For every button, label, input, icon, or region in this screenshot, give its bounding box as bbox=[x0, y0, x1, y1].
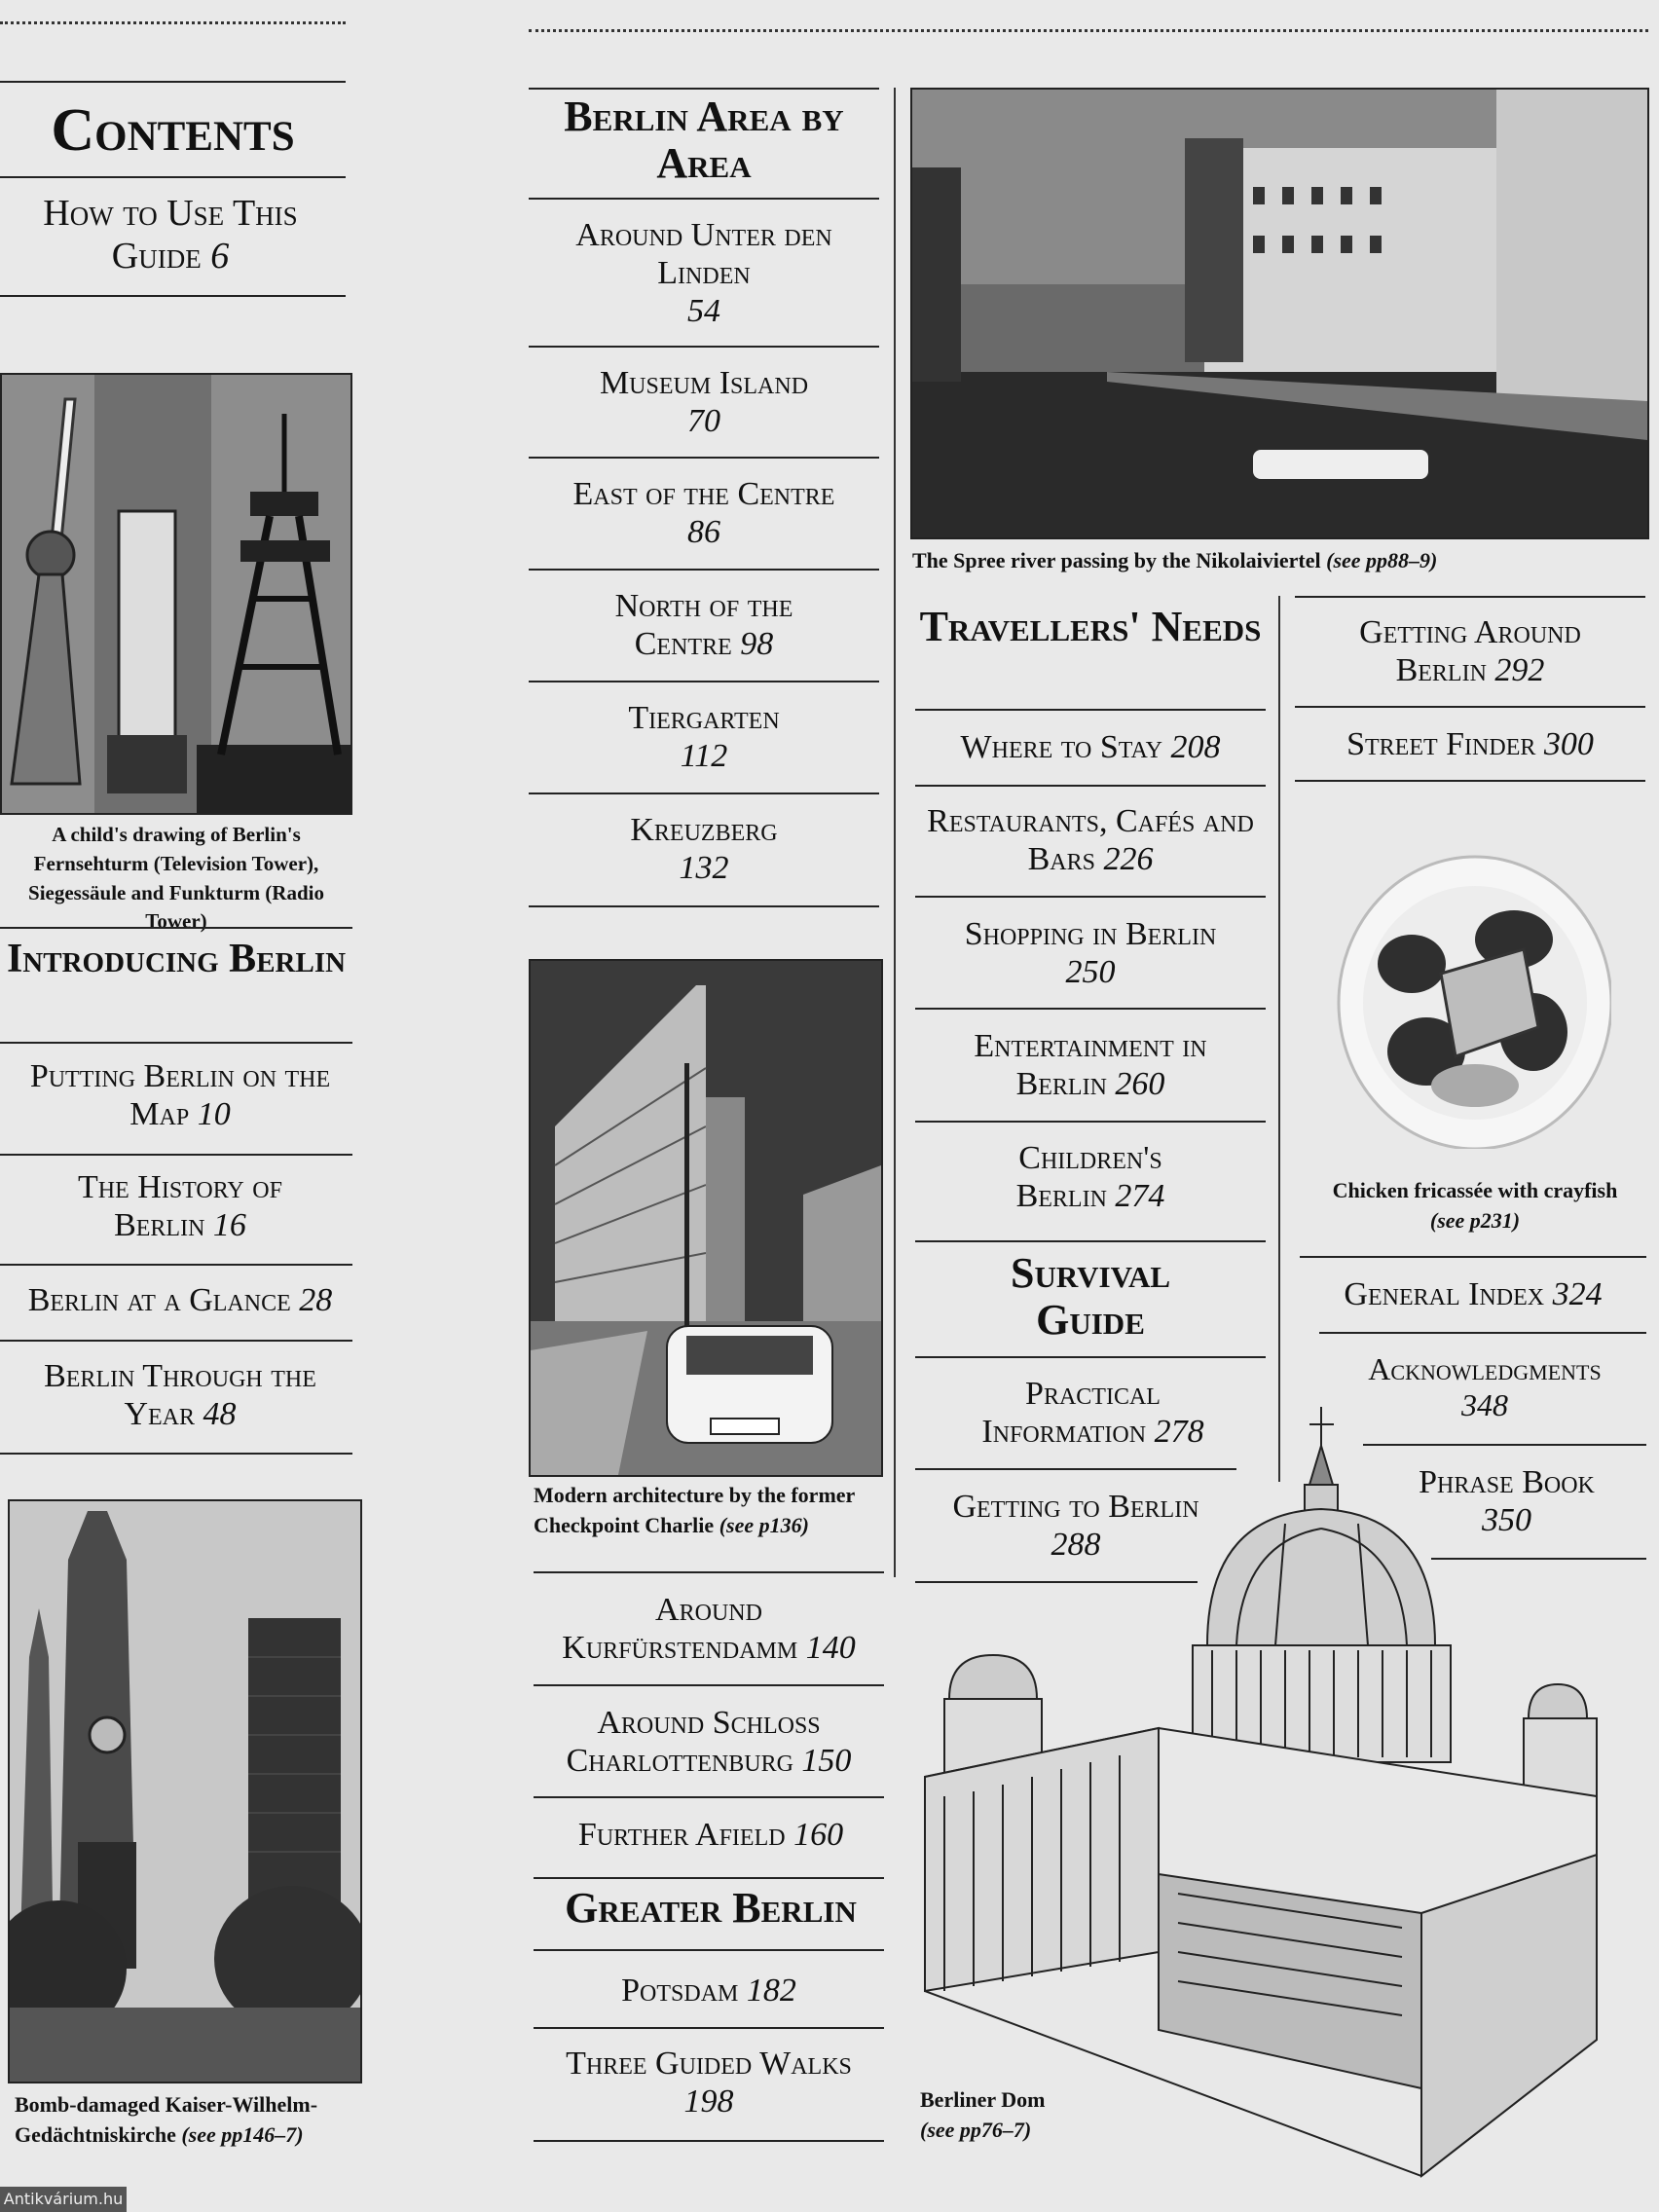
toc-item-east-of-centre[interactable] bbox=[535, 475, 872, 551]
church-caption bbox=[15, 2089, 365, 2150]
caption-text: Modern architecture by the former Checkpoint Charlie bbox=[534, 1483, 855, 1538]
toc-item-label: Berlin at a Glance bbox=[27, 1282, 291, 1318]
caption-line: Gedächtniskirche bbox=[15, 2122, 176, 2148]
toc-item-label: Restaurants, Cafés and Bars bbox=[927, 803, 1254, 878]
toc-item-label: Street Finder bbox=[1346, 726, 1536, 762]
toc-item-page: 198 bbox=[683, 2083, 734, 2120]
toc-item-unter-den-linden[interactable] bbox=[545, 216, 863, 330]
rule bbox=[529, 681, 879, 682]
toc-item-street-finder[interactable] bbox=[1295, 725, 1645, 763]
toc-item-museum-island[interactable] bbox=[545, 364, 863, 440]
toc-item-putting-berlin[interactable] bbox=[10, 1057, 350, 1133]
rule bbox=[1295, 706, 1645, 708]
introducing-heading: Introducing Berlin bbox=[6, 937, 347, 981]
toc-item-page: 288 bbox=[1051, 1527, 1101, 1564]
toc-item-further-afield[interactable] bbox=[534, 1816, 888, 1854]
berliner-dom-illustration bbox=[915, 1407, 1616, 2186]
caption-line: Bomb-damaged Kaiser-Wilhelm- bbox=[15, 2092, 318, 2117]
rule bbox=[915, 1121, 1266, 1123]
toc-item-general-index[interactable] bbox=[1300, 1275, 1646, 1313]
greater-heading: Greater Berlin bbox=[565, 1884, 857, 1932]
rule bbox=[0, 176, 346, 178]
contents-title: Contents bbox=[51, 97, 295, 164]
top-dotted-rule-right bbox=[529, 29, 1648, 32]
toc-item-page: 300 bbox=[1543, 726, 1594, 762]
spree-caption bbox=[912, 545, 1652, 575]
toc-item-label: Practical Information bbox=[981, 1376, 1161, 1451]
rule bbox=[534, 2027, 884, 2029]
toc-item-label: East of the Centre bbox=[572, 476, 835, 512]
rule bbox=[915, 785, 1266, 787]
toc-item-label: Around Unter den Linden bbox=[575, 217, 832, 292]
architecture-caption bbox=[534, 1480, 889, 1540]
toc-item-label: Putting Berlin on the Map bbox=[29, 1058, 331, 1133]
toc-item-page: 28 bbox=[299, 1282, 333, 1318]
caption-ref: (see pp76–7) bbox=[920, 2118, 1032, 2143]
rule bbox=[0, 295, 346, 297]
rule bbox=[0, 1453, 352, 1455]
watermark-badge: Antikvárium.hu bbox=[0, 2187, 127, 2212]
toc-item-page: 86 bbox=[687, 514, 720, 551]
travellers-heading: Travellers' Needs bbox=[919, 603, 1262, 650]
rule bbox=[0, 1042, 352, 1044]
rule bbox=[529, 569, 879, 571]
caption-ref: (see pp88–9) bbox=[1326, 548, 1438, 572]
toc-item-page: 150 bbox=[801, 1743, 852, 1780]
toc-item-guided-walks[interactable] bbox=[540, 2045, 877, 2120]
rule bbox=[534, 2140, 884, 2142]
toc-item-page: 274 bbox=[1115, 1178, 1165, 1215]
toc-item-page: 208 bbox=[1170, 729, 1221, 765]
rule bbox=[529, 88, 879, 90]
toc-item-page: 182 bbox=[746, 1972, 796, 2009]
toc-item-label: Phrase Book bbox=[1419, 1464, 1595, 1500]
toc-item-page: 112 bbox=[680, 738, 728, 775]
toc-item-through-the-year[interactable] bbox=[39, 1357, 321, 1433]
toc-item-label: Shopping in Berlin bbox=[964, 916, 1217, 952]
toc-item-north-of-centre[interactable] bbox=[574, 587, 833, 663]
toc-item-page: 16 bbox=[212, 1207, 246, 1244]
toc-item-at-a-glance[interactable] bbox=[0, 1281, 360, 1319]
toc-item-page: 48 bbox=[203, 1396, 237, 1433]
toc-item-label: Acknowledgments bbox=[1368, 1351, 1602, 1386]
toc-item-label: North of the Centre bbox=[614, 588, 793, 663]
toc-item-page: 70 bbox=[687, 403, 720, 440]
rule bbox=[0, 1340, 352, 1342]
child-drawing-caption: A child's drawing of Berlin's Fernsehturm (Television Tower), Siegessäule and Funkturm (Radio Tower) bbox=[28, 823, 324, 934]
rule bbox=[534, 1877, 884, 1879]
church-photo bbox=[8, 1499, 362, 2083]
caption-text: Berliner Dom bbox=[920, 2087, 1046, 2112]
caption-ref: (see p136) bbox=[719, 1513, 809, 1538]
toc-item-page: 140 bbox=[805, 1630, 856, 1667]
rule bbox=[529, 793, 879, 794]
toc-item-label: Getting Around Berlin bbox=[1359, 614, 1581, 689]
rule bbox=[1300, 1256, 1646, 1258]
toc-item-label: Around Kurfürstendamm bbox=[562, 1592, 798, 1667]
toc-item-label: General Index bbox=[1344, 1276, 1545, 1312]
toc-item-label: Three Guided Walks bbox=[566, 2046, 852, 2082]
rule bbox=[534, 1796, 884, 1798]
toc-item-kurfuerstendamm[interactable] bbox=[540, 1591, 877, 1667]
toc-item-page: 160 bbox=[793, 1817, 844, 1853]
toc-item-label: Around Schloss Charlottenburg bbox=[566, 1705, 821, 1780]
toc-item-page: 132 bbox=[679, 850, 729, 887]
dom-caption bbox=[920, 2084, 1154, 2145]
rule bbox=[529, 198, 879, 200]
toc-item-label: Berlin Through the Year bbox=[44, 1358, 316, 1433]
architecture-photo bbox=[529, 959, 883, 1477]
toc-item-page: 10 bbox=[197, 1096, 231, 1133]
toc-item-page: 292 bbox=[1494, 652, 1545, 689]
spree-river-photo bbox=[910, 88, 1649, 539]
toc-item-shopping[interactable] bbox=[915, 915, 1266, 991]
toc-item-page: 348 bbox=[1461, 1386, 1508, 1422]
toc-item-how-to-use[interactable] bbox=[39, 193, 302, 277]
toc-item-label: Kreuzberg bbox=[630, 812, 778, 848]
caption-text: Chicken fricassée with crayfish bbox=[1332, 1178, 1618, 1202]
toc-item-label: Tiergarten bbox=[628, 700, 780, 736]
rule bbox=[915, 1008, 1266, 1010]
caption-text: The Spree river passing by the Nikolaiviertel bbox=[912, 548, 1321, 572]
toc-item-label: Potsdam bbox=[621, 1972, 739, 2009]
toc-item-page: 98 bbox=[740, 626, 774, 663]
rule bbox=[534, 1571, 884, 1573]
toc-item-page: 278 bbox=[1154, 1414, 1204, 1451]
column-divider bbox=[894, 88, 896, 1577]
toc-item-history[interactable] bbox=[29, 1168, 331, 1244]
toc-item-label: The History of Berlin bbox=[78, 1169, 282, 1244]
rule bbox=[534, 1949, 884, 1951]
toc-item-page: 350 bbox=[1482, 1502, 1531, 1539]
toc-item-where-to-stay[interactable] bbox=[915, 728, 1266, 766]
rule bbox=[1295, 780, 1645, 782]
toc-item-label: Where to Stay bbox=[960, 729, 1162, 765]
toc-item-getting-around[interactable] bbox=[1324, 613, 1616, 689]
rule bbox=[529, 457, 879, 459]
toc-item-potsdam[interactable] bbox=[540, 1972, 877, 2009]
toc-item-charlottenburg[interactable] bbox=[540, 1704, 877, 1780]
caption-ref: (see pp146–7) bbox=[181, 2122, 304, 2148]
top-dotted-rule-left bbox=[0, 21, 346, 24]
toc-item-kreuzberg[interactable] bbox=[545, 811, 863, 887]
rule bbox=[915, 1356, 1266, 1358]
rule bbox=[915, 896, 1266, 898]
toc-item-label: Getting to Berlin bbox=[952, 1489, 1199, 1525]
toc-item-childrens-berlin[interactable] bbox=[974, 1139, 1207, 1215]
toc-item-label: How to Use This Guide bbox=[43, 193, 298, 276]
toc-item-tiergarten[interactable] bbox=[545, 699, 863, 775]
rule bbox=[0, 1154, 352, 1156]
rule bbox=[529, 905, 879, 907]
food-caption bbox=[1300, 1175, 1650, 1235]
toc-item-restaurants[interactable] bbox=[925, 802, 1256, 878]
rule bbox=[915, 709, 1266, 711]
toc-item-label: Entertainment in Berlin bbox=[974, 1028, 1207, 1103]
toc-item-label: Children's Berlin bbox=[1015, 1140, 1162, 1215]
rule bbox=[0, 1264, 352, 1266]
rule bbox=[1295, 596, 1645, 598]
area-heading: Berlin Area by Area bbox=[564, 92, 844, 188]
survival-heading: Survival Guide bbox=[1010, 1249, 1171, 1345]
toc-item-page: 226 bbox=[1103, 841, 1154, 878]
toc-item-label: Museum Island bbox=[599, 365, 809, 401]
rule bbox=[0, 927, 352, 929]
toc-item-page: 260 bbox=[1115, 1066, 1165, 1103]
rule bbox=[915, 1240, 1266, 1242]
toc-item-page: 6 bbox=[210, 235, 230, 276]
toc-item-entertainment[interactable] bbox=[944, 1027, 1236, 1103]
rule bbox=[1319, 1332, 1646, 1334]
child-drawing-image bbox=[0, 373, 352, 815]
toc-item-page: 250 bbox=[1065, 954, 1116, 991]
rule bbox=[0, 81, 346, 83]
caption-ref: (see p231) bbox=[1429, 1208, 1521, 1234]
column-divider bbox=[1278, 596, 1280, 1482]
toc-item-page: 54 bbox=[687, 293, 720, 330]
food-plate-image bbox=[1329, 847, 1611, 1149]
rule bbox=[534, 1684, 884, 1686]
toc-item-label: Further Afield bbox=[577, 1817, 786, 1853]
toc-item-page: 324 bbox=[1552, 1276, 1603, 1312]
rule bbox=[529, 346, 879, 348]
